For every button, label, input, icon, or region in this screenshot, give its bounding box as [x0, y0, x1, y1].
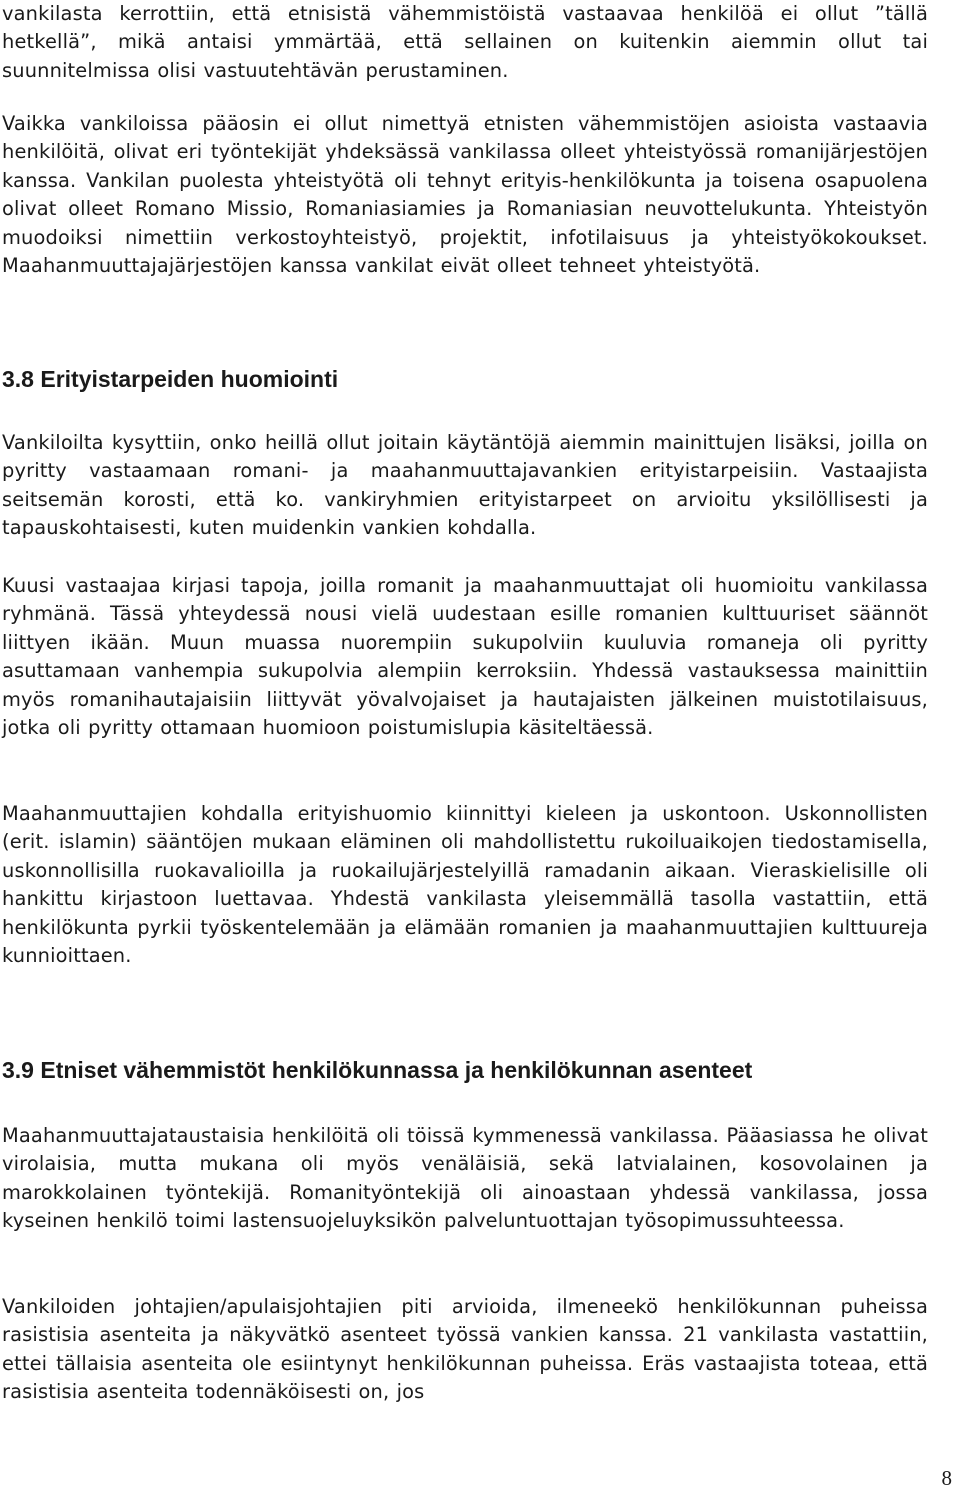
paragraph-staff-background: Maahanmuuttajataustaisia henkilöitä oli töissä kymmenessä vankilassa. Pääasiassa he olivat virolaisia, mutta mukana oli myös venäläisiä, sekä latvialainen, kosovolainen ja marokkolainen työntekijä. Romanityöntekijä oli ainoastaan yhdessä vankilassa, jossa kyseinen henkilö toimi lastensuojeluyksikön palveluntuottajan työsopimussuhteessa.	[2, 1124, 928, 1233]
paragraph-special-needs-practices: Vankiloilta kysyttiin, onko heillä ollut joitain käytäntöjä aiemmin mainittujen lisäksi, joilla on pyritty vastaamaan romani- ja maahanmuuttajavankien erityistarpeisiin. Vastaajista seitsemän korosti, että ko. vankiryhmien erityistarpeet on arvioitu yksilöllisesti ja tapauskohtaisesti, kuten muidenkin vankien kohdalla.	[2, 431, 928, 540]
section-heading-3-8: 3.8 Erityistarpeiden huomiointi	[2, 366, 339, 392]
paragraph-intro-continuation: vankilasta kerrottiin, että etnisistä vähemmistöistä vastaavaa henkilöä ei ollut ”tällä hetkellä”, mikä antaisi ymmärtää, että sellainen on kuitenkin aiemmin ollut tai suunnitelmissa olisi vastuutehtävän perustaminen.	[2, 2, 928, 82]
page-number: 8	[941, 1466, 952, 1490]
paragraph-group-considerations: Kuusi vastaajaa kirjasi tapoja, joilla romanit ja maahanmuuttajat oli huomioitu vankilassa ryhmänä. Tässä yhteydessä nousi vielä uudestaan esille romanien kulttuuriset säännöt liittyen ikään. Muun muassa nuorempiin sukupolviin kuuluvia romaneja oli pyritty asuttamaan vanhempia sukupolvia alempiin kerroksiin. Yhdessä vastauksessa mainittiin myös romanihautajaisiin liittyvät yövalvojaiset ja hautajaisten jälkeinen muistotilaisuus, jotka oli pyritty ottamaan huomioon poistumislupia käsiteltäessä.	[2, 574, 928, 740]
section-heading-3-9: 3.9 Etniset vähemmistöt henkilökunnassa ja henkilökunnan asenteet	[2, 1057, 753, 1083]
paragraph-staff-attitudes: Vankiloiden johtajien/apulaisjohtajien piti arvioida, ilmeneekö henkilökunnan puheissa rasistisia asenteita ja näkyvätkö asenteet työssä vankien kanssa. 21 vankilasta vastattiin, ettei tällaisia asenteita ole esiintynyt henkilökunnan puheissa. Eräs vastaajista toteaa, että rasistisia asenteita todennäköisesti on, jos	[2, 1295, 928, 1404]
paragraph-romani-cooperation: Vaikka vankiloissa pääosin ei ollut nimettyä etnisten vähemmistöjen asioista vastaavia henkilöitä, olivat eri työntekijät yhdeksässä vankilassa olleet yhteistyössä romanijärjestöjen kanssa. Vankilan puolesta yhteistyötä oli tehnyt erityis-henkilökunta ja toisena osapuolena olivat olleet Romano Missio, Romaniasiamies ja Romaniasian neuvottelukunta. Yhteistyön muodoiksi nimettiin verkostoyhteistyö, projektit, infotilaisuus ja yhteistyökokoukset. Maahanmuuttajajärjestöjen kanssa vankilat eivät olleet tehneet yhteistyötä.	[2, 112, 928, 278]
paragraph-immigrant-language-religion: Maahanmuuttajien kohdalla erityishuomio kiinnittyi kieleen ja uskontoon. Uskonnollisten (erit. islamin) sääntöjen mukaan eläminen oli mahdollistettu rukoiluaikojen tiedostamisella, uskonnollisilla ruokavalioilla ja ruokailujärjestelyillä ramadanin aikaan. Vieraskielisille oli hankittu kirjastoon luettavaa. Yhdestä vankilasta yleisemmällä tasolla vastattiin, että henkilökunta pyrkii työskentelemään ja elämään romanien ja maahanmuuttajien kulttuureja kunnioittaen.	[2, 802, 928, 968]
